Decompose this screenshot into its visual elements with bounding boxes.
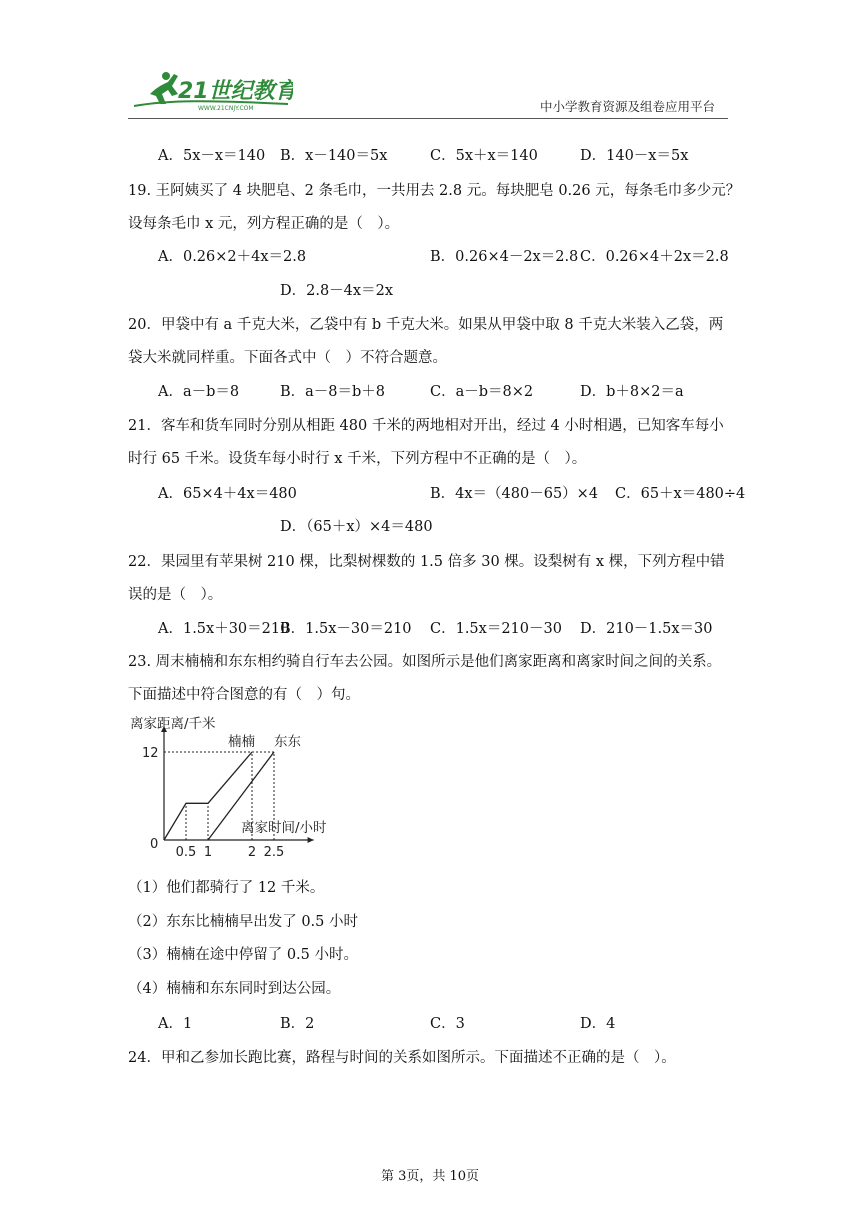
q19-option-d: D．2.8－4x＝2x [280,283,393,299]
y-tick-label: 12 [142,746,159,761]
x-tick-label: 2.5 [263,845,285,860]
x-axis-label: 离家时间/小时 [241,820,327,836]
q19-option-b: B．0.26×4－2x＝2.8 [430,249,579,265]
q23-statement-1: （1）他们都骑行了 12 千米。 [128,880,325,896]
q19-option-c: C．0.26×4＋2x＝2.8 [580,249,729,265]
q18-option-d: D．140－x＝5x [580,148,689,164]
q23-option-c: C．3 [430,1016,465,1032]
q23-option-d: D．4 [580,1016,616,1032]
q23-statement-4: （4）楠楠和东东同时到达公园。 [128,981,341,997]
x-tick-label: 2 [247,845,257,860]
q22-stem-line1: 22．果园里有苹果树 210 棵，比梨树棵数的 1.5 倍多 30 棵。设梨树有 x 棵，下列方程中错 [128,554,725,570]
q20-option-b: B．a－8＝b＋8 [280,384,386,400]
q22-option-d: D．210－1.5x＝30 [580,621,713,637]
platform-name: 中小学教育资源及组卷应用平台 [540,99,716,114]
q20-option-a: A．a－b＝8 [158,384,240,400]
q18-option-a: A．5x－x＝140 [158,148,266,164]
q19-stem-line1: 19. 王阿姨买了 4 块肥皂、2 条毛巾，一共用去 2.8 元。每块肥皂 0.26 元，每条毛巾多少元？ [128,183,741,199]
q21-stem-line2: 时行 65 千米。设货车每小时行 x 千米，下列方程中不正确的是（ ）。 [128,451,587,467]
x-tick-label: 1 [203,845,213,860]
origin-label: 0 [150,837,159,852]
y-axis-label: 离家距离/千米 [130,716,216,732]
q20-option-d: D．b＋8×2＝a [580,384,684,400]
q23-statement-2: （2）东东比楠楠早出发了 0.5 小时 [128,914,359,930]
q23-statement-3: （3）楠楠在途中停留了 0.5 小时。 [128,947,359,963]
q23-stem-line2: 下面描述中符合图意的有（ ）句。 [128,687,360,703]
q20-option-c: C．a－b＝8×2 [430,384,534,400]
q24-stem-line1: 24．甲和乙参加长跑比赛，路程与时间的关系如图所示。下面描述不正确的是（ ）。 [128,1050,676,1066]
page-number: 第 3页，共 10页 [380,1169,480,1184]
q21-option-c: C．65＋x＝480÷4 [615,486,746,502]
logo-url: WWW.21CNJY.COM [198,105,254,112]
q19-stem-line2: 设每条毛巾 x 元，列方程正确的是（ ）。 [128,216,400,232]
q23-distance-time-chart [128,712,418,862]
q21-option-d: D．（65＋x）×4＝480 [280,519,433,535]
q22-option-c: C．1.5x＝210－30 [430,621,562,637]
q21-stem-line1: 21．客车和货车同时分别从相距 480 千米的两地相对开出，经过 4 小时相遇，已知客车每小 [128,418,724,434]
x-axis-arrow-icon [308,837,314,843]
header-divider [128,118,728,119]
series-label-dongdong: 东东 [274,734,301,750]
q22-option-a: A．1.5x＋30＝210 [158,621,290,637]
x-tick-label: 0.5 [175,845,197,860]
q23-option-b: B．2 [280,1016,315,1032]
q18-option-c: C．5x＋x＝140 [430,148,538,164]
series-label-nannan: 楠楠 [228,734,255,750]
q23-stem-line1: 23. 周末楠楠和东东相约骑自行车去公园。如图所示是他们离家距离和离家时间之间的关系。 [128,654,722,670]
q18-option-b: B．x－140＝5x [280,148,388,164]
q21-option-b: B．4x＝（480－65）×4 [430,486,599,502]
logo-title: 21世纪教育 [178,79,293,104]
q19-option-a: A．0.26×2＋4x＝2.8 [158,249,307,265]
q21-option-a: A．65×4＋4x＝480 [158,486,297,502]
runner-logo-icon [128,64,293,116]
q22-stem-line2: 误的是（ ）。 [128,587,223,603]
q23-option-a: A．1 [158,1016,193,1032]
q20-stem-line2: 袋大米就同样重。下面各式中（ ）不符合题意。 [128,350,447,366]
q20-stem-line1: 20．甲袋中有 a 千克大米，乙袋中有 b 千克大米。如果从甲袋中取 8 千克大米装入乙袋，两 [128,317,724,333]
q22-option-b: B．1.5x－30＝210 [280,621,412,637]
site-logo [128,64,293,116]
